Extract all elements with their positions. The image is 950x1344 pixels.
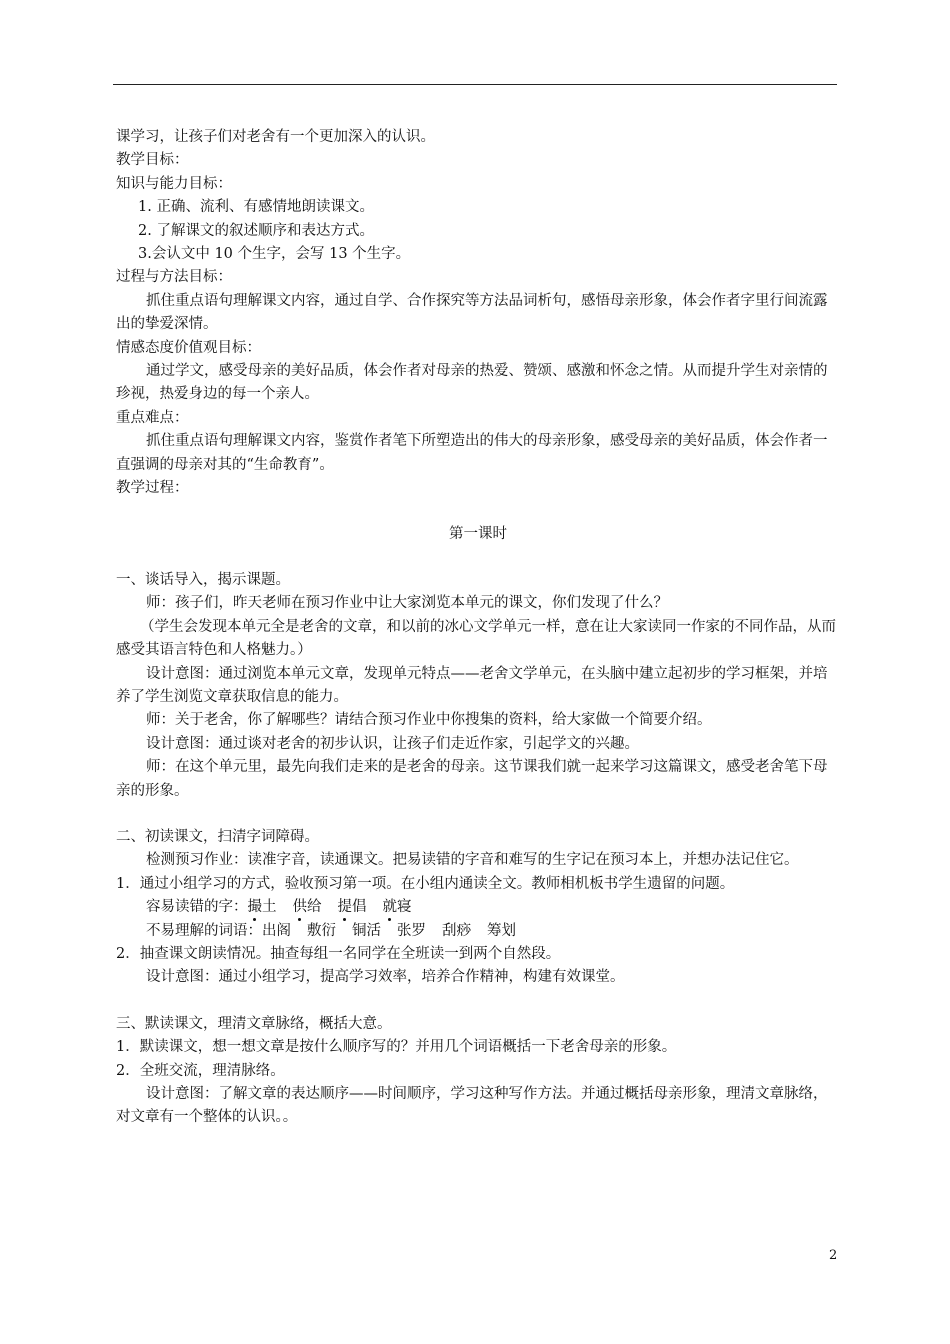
hard-word: 刮痧 (442, 922, 471, 939)
text-line: 课学习，让孩子们对老舍有一个更加深入的认识。 (116, 129, 435, 145)
goal-item-1: 1. 正确、流利、有感情地朗读课文。 (138, 199, 374, 216)
text-line: 师：孩子们，昨天老师在预习作业中让大家浏览本单元的课文，你们发现了什么？ (146, 595, 668, 612)
paragraph-design-intent-1: 设计意图：通过浏览本单元文章，发现单元特点——老舍文学单元，在头脑中建立起初步的学习框架，并培养了学生浏览文章获取信息的能力。 (116, 665, 828, 705)
paragraph-design-intent-3: 设计意图：了解文章的表达顺序——时间顺序，学习这种写作方法。并通过概括母亲形象，理清文章脉络，对文章有一个整体的认识。。 (116, 1086, 828, 1126)
hard-word: 张罗 (397, 922, 426, 939)
page-number: 2 (829, 1248, 838, 1263)
document-body (116, 126, 840, 1130)
header-rule (113, 84, 837, 85)
hard-words-line (116, 920, 840, 943)
plain-char: 寝 (397, 899, 412, 916)
heading-teaching-process: 教学过程： (116, 480, 189, 497)
section-heading-3: 三、默读课文，理清文章脉络，概括大意。 (116, 1015, 392, 1032)
heading-knowledge-goals: 知识与能力目标： (116, 175, 232, 192)
emphasized-char: 就 (383, 899, 398, 915)
hard-char-word (383, 896, 412, 919)
paragraph-teacher: 师：在这个单元里，最先向我们走来的是老舍的母亲。这节课我们就一起来学习这篇课文，感受老舍笔下母亲的形象。 (116, 759, 828, 799)
plain-char: 给 (307, 899, 322, 916)
hard-char-word (248, 896, 277, 919)
heading-process-goals: 过程与方法目标： (116, 269, 232, 286)
list-item: 1．通过小组学习的方式，验收预习第一项。在小组内通读全文。教师相机板书学生遗留的问题。 (116, 875, 735, 892)
paragraph-note: （学生会发现本单元全是老舍的文章，和以前的冰心文学单元一样，意在让大家读同一作家的不同作品，从而感受其语言特色和人格魅力。） (116, 618, 836, 659)
hard-word: 出阁 (262, 922, 291, 939)
hard-char-word (338, 896, 367, 919)
plain-char: 土 (262, 899, 277, 916)
hard-chars-list (248, 899, 428, 915)
heading-teaching-goals: 教学目标： (116, 152, 189, 169)
paragraph-key-points: 抓住重点语句理解课文内容，鉴赏作者笔下所塑造出的伟大的母亲形象，感受母亲的美好品质，体会作者一直强调的母亲对其的“生命教育”。 (116, 433, 828, 473)
goal-item-2: 2. 了解课文的叙述顺序和表达方式。 (138, 222, 374, 239)
section-title-lesson-1: 第一课时 (449, 525, 507, 542)
emphasized-char: 提 (338, 899, 353, 915)
text-line: 设计意图：通过小组学习，提高学习效率，培养合作精神，构建有效课堂。 (146, 969, 625, 986)
hard-chars-line (116, 896, 840, 919)
hard-words-label: 不易理解的词语： (146, 922, 262, 939)
hard-words-list (262, 923, 532, 939)
hard-word: 铜活 (352, 922, 381, 939)
paragraph-process: 抓住重点语句理解课文内容，通过自学、合作探究等方法品词析句，感悟母亲形象，体会作者字里行间流露出的挚爱深情。 (116, 292, 828, 333)
emphasized-char: 供 (293, 899, 308, 915)
hard-chars-label: 容易读错的字： (146, 899, 248, 916)
section-heading-2: 二、初读课文，扫清字词障碍。 (116, 828, 319, 845)
list-item: 2．全班交流，理清脉络。 (116, 1062, 285, 1079)
plain-char: 倡 (352, 899, 367, 916)
paragraph-preview-check: 检测预习作业：读准字音，读通课文。把易读错的字音和难写的生字记在预习本上，并想办法记住它。 (146, 852, 799, 869)
hard-word: 敷衍 (307, 922, 336, 939)
hard-char-word (293, 896, 322, 919)
text-line: 设计意图：通过谈对老舍的初步认识，让孩子们走近作家，引起学文的兴趣。 (146, 735, 639, 752)
emphasized-char: 撮 (248, 899, 263, 915)
list-item: 2．抽查课文朗读情况。抽查每组一名同学在全班读一到两个自然段。 (116, 946, 561, 962)
section-heading-1: 一、谈话导入，揭示课题。 (116, 571, 290, 588)
paragraph-emotion: 通过学文，感受母亲的美好品质，体会作者对母亲的热爱、赞颂、感激和怀念之情。从而提升学生对亲情的珍视，热爱身边的每一个亲人。 (116, 363, 828, 403)
hard-word: 筹划 (487, 922, 516, 939)
heading-key-points: 重点难点： (116, 409, 189, 426)
text-line: 师：关于老舍，你了解哪些？请结合预习作业中你搜集的资料，给大家做一个简要介绍。 (146, 712, 712, 729)
heading-emotion-goals: 情感态度价值观目标： (116, 339, 261, 356)
list-item: 1．默读课文，想一想文章是按什么顺序写的？并用几个词语概括一下老舍母亲的形象。 (116, 1039, 677, 1056)
goal-item-3: 3.会认文中 10 个生字，会写 13 个生字。 (138, 246, 411, 263)
